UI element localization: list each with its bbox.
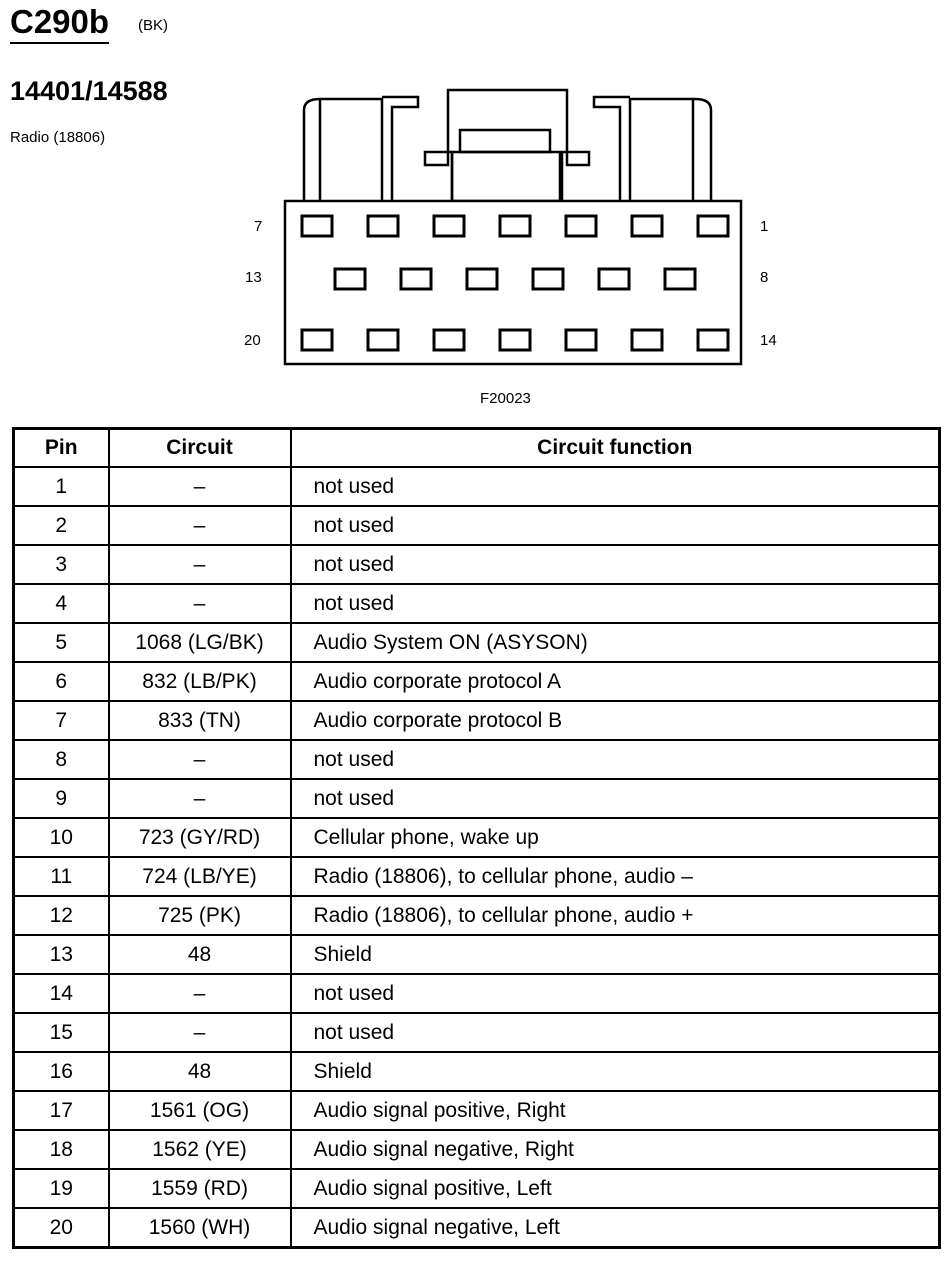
table-row: [14, 662, 940, 701]
pin-cavity-16: [566, 330, 596, 350]
pin-cell: 6: [14, 662, 109, 701]
part-number: 14401/14588: [10, 76, 168, 106]
circuit-cell: 724 (LB/YE): [109, 857, 291, 896]
pin-cavity-12: [401, 269, 431, 289]
function-cell: not used: [291, 545, 940, 584]
function-cell: Shield: [291, 1052, 940, 1091]
pin-cell: 11: [14, 857, 109, 896]
pin-cavity-19: [368, 330, 398, 350]
circuit-cell: 48: [109, 1052, 291, 1091]
table-row: [14, 623, 940, 662]
table-row: [14, 1208, 940, 1248]
pin-cavity-3: [566, 216, 596, 236]
function-cell: Audio signal negative, Right: [291, 1130, 940, 1169]
pin-label-middle-left: 13: [245, 269, 262, 286]
pin-label-top-left: 7: [254, 218, 263, 235]
table-row: [14, 935, 940, 974]
pin-cavity-14: [698, 330, 728, 350]
circuit-cell: –: [109, 1013, 291, 1052]
pin-cell: 14: [14, 974, 109, 1013]
table-header-row: [14, 429, 940, 468]
pin-cell: 17: [14, 1091, 109, 1130]
table-row: [14, 857, 940, 896]
circuit-cell: –: [109, 740, 291, 779]
pin-cell: 13: [14, 935, 109, 974]
pin-cavity-2: [632, 216, 662, 236]
figure-id: F20023: [480, 390, 531, 407]
circuit-cell: 1559 (RD): [109, 1169, 291, 1208]
pin-cell: 3: [14, 545, 109, 584]
circuit-cell: 48: [109, 935, 291, 974]
table-row: [14, 896, 940, 935]
pin-cell: 16: [14, 1052, 109, 1091]
pin-cavity-4: [500, 216, 530, 236]
table-row: [14, 779, 940, 818]
pin-label-bottom-right: 14: [760, 332, 777, 349]
circuit-cell: 1560 (WH): [109, 1208, 291, 1248]
pin-cell: 18: [14, 1130, 109, 1169]
circuit-cell: 1561 (OG): [109, 1091, 291, 1130]
circuit-cell: 1562 (YE): [109, 1130, 291, 1169]
connector-diagram: [0, 0, 952, 420]
table-row: [14, 974, 940, 1013]
pin-cavity-5: [434, 216, 464, 236]
table-row: [14, 506, 940, 545]
pin-cavity-15: [632, 330, 662, 350]
function-cell: not used: [291, 779, 940, 818]
pin-label-top-right: 1: [760, 218, 769, 235]
header-function: Circuit function: [291, 429, 940, 468]
circuit-cell: –: [109, 779, 291, 818]
function-cell: Audio corporate protocol A: [291, 662, 940, 701]
pin-cell: 19: [14, 1169, 109, 1208]
component-name: Radio (18806): [10, 129, 106, 146]
pin-cavity-18: [434, 330, 464, 350]
table-row: [14, 701, 940, 740]
circuit-cell: –: [109, 584, 291, 623]
connector-id: C290b: [10, 2, 109, 44]
pin-cavity-9: [599, 269, 629, 289]
pin-cell: 9: [14, 779, 109, 818]
connector-center-key: [425, 90, 589, 201]
pin-cavity-20: [302, 330, 332, 350]
circuit-cell: –: [109, 974, 291, 1013]
pin-cavity-6: [368, 216, 398, 236]
function-cell: Shield: [291, 935, 940, 974]
function-cell: Audio signal positive, Left: [291, 1169, 940, 1208]
function-cell: Audio System ON (ASYSON): [291, 623, 940, 662]
function-cell: Radio (18806), to cellular phone, audio –: [291, 857, 940, 896]
connector-left-latch: [304, 99, 382, 201]
pin-cavity-1: [698, 216, 728, 236]
function-cell: not used: [291, 506, 940, 545]
pin-cell: 2: [14, 506, 109, 545]
pin-cavity-10: [533, 269, 563, 289]
function-cell: Audio signal positive, Right: [291, 1091, 940, 1130]
connector-right-latch: [630, 99, 711, 201]
pin-cell: 12: [14, 896, 109, 935]
table-row: [14, 1013, 940, 1052]
pin-cavity-8: [665, 269, 695, 289]
header-circuit: Circuit: [109, 429, 291, 468]
circuit-cell: –: [109, 467, 291, 506]
function-cell: not used: [291, 584, 940, 623]
pin-cell: 10: [14, 818, 109, 857]
table-row: [14, 818, 940, 857]
table-row: [14, 740, 940, 779]
circuit-cell: 832 (LB/PK): [109, 662, 291, 701]
pin-cell: 1: [14, 467, 109, 506]
pin-cell: 15: [14, 1013, 109, 1052]
header-pin: Pin: [14, 429, 109, 468]
pin-cavity-7: [302, 216, 332, 236]
table-row: [14, 1052, 940, 1091]
table-row: [14, 545, 940, 584]
function-cell: Radio (18806), to cellular phone, audio +: [291, 896, 940, 935]
circuit-cell: 723 (GY/RD): [109, 818, 291, 857]
table-row: [14, 1091, 940, 1130]
pin-cell: 20: [14, 1208, 109, 1248]
circuit-cell: 1068 (LG/BK): [109, 623, 291, 662]
function-cell: not used: [291, 740, 940, 779]
function-cell: Audio corporate protocol B: [291, 701, 940, 740]
pin-cell: 4: [14, 584, 109, 623]
pin-cell: 8: [14, 740, 109, 779]
connector-color: (BK): [138, 17, 168, 34]
pin-label-middle-right: 8: [760, 269, 769, 286]
table-row: [14, 584, 940, 623]
pin-table: [12, 427, 941, 1249]
function-cell: not used: [291, 974, 940, 1013]
function-cell: Cellular phone, wake up: [291, 818, 940, 857]
function-cell: not used: [291, 467, 940, 506]
circuit-cell: 833 (TN): [109, 701, 291, 740]
circuit-cell: –: [109, 545, 291, 584]
table-row: [14, 467, 940, 506]
table-row: [14, 1130, 940, 1169]
function-cell: not used: [291, 1013, 940, 1052]
circuit-cell: 725 (PK): [109, 896, 291, 935]
pin-label-bottom-left: 20: [244, 332, 261, 349]
pin-cell: 7: [14, 701, 109, 740]
pin-cavity-17: [500, 330, 530, 350]
table-row: [14, 1169, 940, 1208]
function-cell: Audio signal negative, Left: [291, 1208, 940, 1248]
pin-cell: 5: [14, 623, 109, 662]
pin-cavity-11: [467, 269, 497, 289]
circuit-cell: –: [109, 506, 291, 545]
pin-cavity-13: [335, 269, 365, 289]
